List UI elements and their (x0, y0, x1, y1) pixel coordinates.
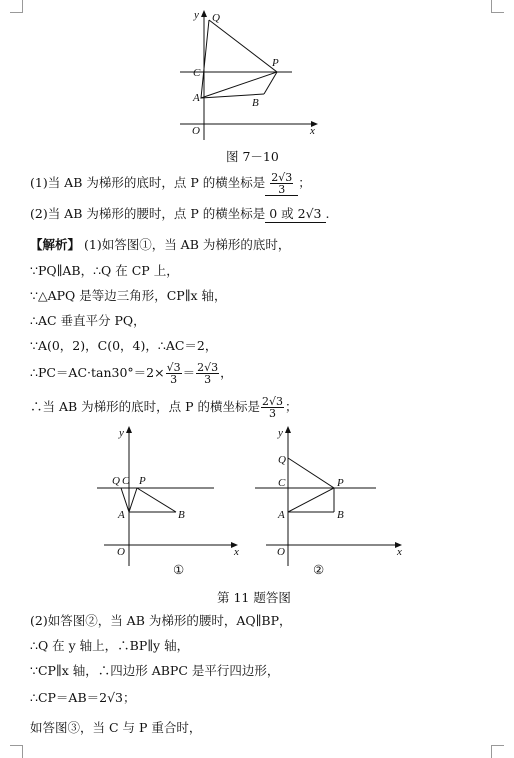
label-b: B (252, 97, 259, 109)
answer-figure-caption: 第 11 题答图 (217, 590, 291, 605)
label-q: Q (212, 12, 220, 24)
question-line-2: (2)当 AB 为梯形的腰时，点 P 的横坐标是 0 或 2√3 . (30, 206, 330, 221)
analysis-line-8: ∴PC＝AC·tan30°＝2× $\frac{√3}{3}$ ＝ $\frac{2√3}{3}$ ， (30, 361, 233, 386)
answer-blank-1: $\frac{2√3}{3}$ (265, 172, 298, 196)
analysis-line-11: ∴Q 在 y 轴上，∴BP∥y 轴， (30, 638, 190, 653)
analysis-line-6: ∴AC 垂直平分 PQ， (30, 313, 146, 328)
analysis-line-3: 【解析】 (1)如答图①，当 AB 为梯形的底时， (30, 237, 291, 252)
label-x: x (310, 125, 315, 137)
question-line-1: (1)当 AB 为梯形的底时，点 P 的横坐标是 $\frac{2√3}{3}$ ； (30, 171, 311, 196)
label-c: C (193, 67, 201, 79)
label-p: P (337, 477, 344, 489)
label-b: B (337, 509, 344, 521)
label-y: y (119, 427, 124, 439)
figure-right-diagram (0, 420, 514, 580)
triangle-qap (201, 20, 277, 98)
label-c: C (122, 475, 130, 487)
corner-mark-bl (10, 745, 23, 758)
analysis-line-13: ∴CP＝AB＝2√3； (30, 690, 136, 705)
label-y: y (194, 9, 199, 21)
label-p: P (139, 475, 146, 487)
analysis-line-12: ∵CP∥x 轴，∴四边形 ABPC 是平行四边形， (30, 663, 280, 678)
label-b: B (178, 509, 185, 521)
label-q: Q (112, 475, 120, 487)
label-c: C (278, 477, 286, 489)
figure-left-marker: ① (173, 562, 185, 577)
analysis-line-4: ∵PQ∥AB，∴Q 在 CP 上， (30, 263, 179, 278)
label-x: x (397, 546, 402, 558)
label-q: Q (278, 454, 286, 466)
label-a: A (278, 509, 285, 521)
label-a: A (118, 509, 125, 521)
label-p: P (272, 57, 279, 69)
label-o: O (117, 546, 125, 558)
label-x: x (234, 546, 239, 558)
figure-top-diagram (0, 0, 514, 140)
analysis-line-10: (2)如答图②，当 AB 为梯形的腰时，AQ∥BP， (30, 613, 292, 628)
analysis-line-5: ∵△APQ 是等边三角形，CP∥x 轴， (30, 288, 227, 303)
analysis-line-9: ∴当 AB 为梯形的底时，点 P 的横坐标是 $\frac{2√3}{3}$ ； (30, 395, 298, 420)
label-o: O (277, 546, 285, 558)
corner-mark-br (491, 745, 504, 758)
figure-right-marker: ② (313, 562, 325, 577)
analysis-line-14: 如答图③，当 C 与 P 重合时， (30, 720, 202, 735)
figure-top-caption: 图 7－10 (226, 149, 279, 164)
answer-blank-2: 0 或 2√3 (265, 206, 325, 223)
label-a: A (193, 92, 200, 104)
quadrilateral-qapq (288, 458, 334, 512)
label-o: O (192, 125, 200, 137)
label-y: y (278, 427, 283, 439)
analysis-line-7: ∵A(0，2)，C(0，4)，∴AC＝2， (30, 338, 218, 353)
